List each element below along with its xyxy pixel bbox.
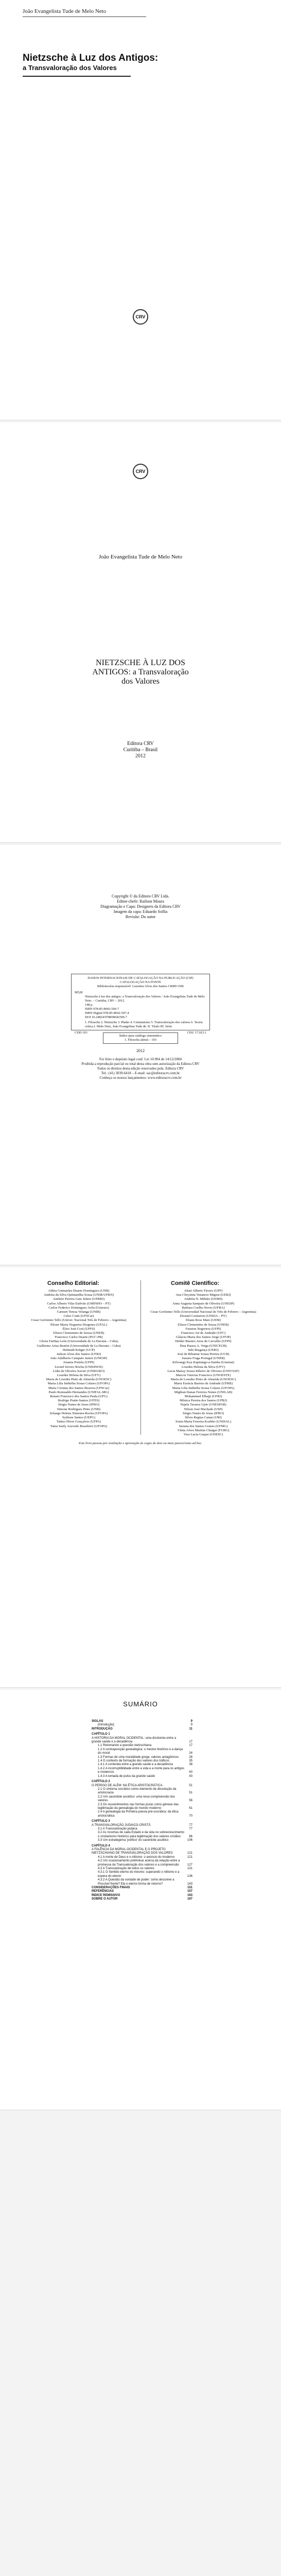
toc-entry-title: 4.3.1 O Sentido eterno do mesmo: superando o niilismo e a espera do eterno [98, 1871, 180, 1878]
board-member: Renato Francisco dos Santos Paula (UFG) [50, 1395, 108, 1399]
cip-header-1: DADOS INTERNACIONAIS DE CATALOGAÇÃO NA PUBLICAÇÃO (CIP) [87, 976, 194, 980]
board-divider [140, 1280, 141, 1435]
board-member: Ilma Passos A. Veiga (UNICEUB) [180, 1344, 227, 1348]
scientific-committee-list [145, 1289, 261, 1437]
board-member: Silvia Regina Canan (URI) [185, 1416, 222, 1420]
toc-entry-page: 9 [190, 1723, 192, 1727]
toc-entry-page: 131 [187, 1867, 192, 1871]
toc-entry-page: 28 [189, 1755, 192, 1759]
crv-logo-icon: CRV [133, 464, 148, 479]
board-member: Solange Helena Ximenes-Rocha (UFOPA) [49, 1411, 108, 1415]
copyright-line: Copyright © da Editora CRV Ltda. [112, 894, 169, 899]
toc-entry[interactable] [92, 1748, 192, 1756]
toc-entry-title: SOBRE O AUTOR [92, 1897, 118, 1901]
board-member: Sérgio Nunes de Jesus (IFRO) [182, 1411, 224, 1415]
board-member: Gláucia Maria dos Santos Jorge (UFOP) [175, 1335, 231, 1340]
board-member: Simone Rodrigues Pinto (UNB) [57, 1407, 101, 1411]
toc-entry[interactable] [92, 1824, 192, 1827]
board-member: Maria Eurácia Barreto de Andrade (UFRB) [173, 1382, 233, 1386]
legal-line: Tel.: (41) 3039-6418 – E-mail: sac@editoracrv.com.br [101, 1071, 180, 1075]
board-member: Lourdes Helena da Silva (UFV) [57, 1374, 101, 1378]
toc-entry[interactable] [92, 1848, 192, 1856]
board-member: Maria de Lourdes Pinto de Almeida (UNOESC) [46, 1378, 112, 1382]
toc-entry-page: 51 [189, 1791, 192, 1795]
board-member: Maria Lília Imbiriba Sousa Colares (UFOPA) [47, 1382, 110, 1386]
toc-entry-page: 121 [187, 1852, 192, 1855]
cover-title: Nietzsche à Luz dos Antigos: [23, 53, 159, 63]
toc-entry-title: 4.3.2 A Questão da vontade de poder: como descreve a Possível frente? Ela o eterno forma de retorno? [98, 1878, 174, 1886]
summary-title: SUMÁRIO [123, 1700, 158, 1708]
toc-entry-title: SIGLAS [92, 1720, 103, 1723]
toc-entry[interactable] [92, 1897, 192, 1901]
board-member: Carlos Alberto Vilar Estêvão (UMINHO – PT) [47, 1301, 111, 1306]
toc-entry[interactable] [92, 1890, 192, 1893]
toc-entry-title: CONSIDERAÇÕES FINAIS [92, 1886, 130, 1890]
board-member: Ana Chrystina Venancio Mignot (UERJ) [175, 1293, 231, 1297]
toc-entry-page: 86 [189, 1835, 192, 1838]
board-member: Helder Buenos Aires de Carvalho (UFPI) [175, 1340, 232, 1344]
board-member: Francisco Ari de Andrade (UFC) [181, 1331, 226, 1335]
legal-line: Conheça os nossos lançamentos: www.editoracrv.com.br [99, 1076, 182, 1080]
toc-entry-page: 163 [187, 1893, 192, 1897]
toc-entry-title: 4.3 A Transvaloração de todos os valores [98, 1867, 154, 1871]
toc-entry-title: 2.3 Os ressentimentos nas formas puras como gênese das legitimação da genealogia do mundo moderno [98, 1803, 179, 1810]
toc-entry[interactable] [92, 1820, 192, 1823]
board-member: Andréia da Silva Quintanilha Sousa (UNIR/UFRN) [43, 1293, 114, 1297]
board-member: Altair Alberto Fávero (UPF) [184, 1289, 223, 1293]
toc-entry-title: 1.1 Retomando a questão nietzschiana [98, 1744, 152, 1748]
toc-entry-title: 1.4.1 A contenda entre a grande saúde e a decadência [98, 1763, 173, 1767]
toc-entry-title: [Introdução] [98, 1723, 114, 1727]
toc-entry[interactable] [92, 1894, 192, 1897]
toc-entry-page: 38 [189, 1763, 192, 1767]
cip-doi: DOI 10.24824/978858042506.7 [85, 1015, 127, 1019]
toc-entry[interactable] [92, 1810, 192, 1818]
scientific-committee-title: Comitê Científico: [171, 1280, 220, 1286]
title-page-title-line1: NIETZSCHE À LUZ DOS [96, 658, 185, 667]
toc-entry-title: 1.4.3 A tomada de pulso da grande saúde [98, 1774, 155, 1778]
cip-box [71, 974, 210, 1035]
cip-cdd: CDD 193 [75, 1031, 87, 1035]
index-entry: 1. Filosofia alemã – 193 [125, 1038, 156, 1042]
toc-entry-page: 121 [187, 1855, 192, 1859]
board-member: Cesar Gerónimo Tello (Univer. Nacional Três de Febrero – Argentina) [31, 1318, 127, 1323]
table-of-contents [92, 1720, 192, 1902]
toc-entry-page: 106 [187, 1839, 192, 1842]
toc-entry-title: A TRANSVALORAÇÃO JUDAICO-CRISTÃ [92, 1823, 151, 1827]
board-member: Anna Augusta Sampaio de Oliveira (UNESP) [172, 1301, 235, 1306]
toc-entry-page: 77 [189, 1823, 192, 1827]
toc-entry[interactable] [92, 1878, 192, 1886]
board-member: Fauston Negreiros (UFPI) [185, 1327, 221, 1331]
board-member: Carmen Tereza Velanga (UNIR) [57, 1310, 101, 1314]
board-member: Míghian Danae Ferreira Nunes (UNILAB) [174, 1390, 233, 1394]
toc-entry[interactable] [92, 1723, 192, 1727]
editorial-board-list [21, 1289, 137, 1429]
board-member: Sérgio Nunes de Jesus (IFRO) [58, 1403, 100, 1407]
cip-subjects: 1. Filosofia 2. Nietzsche 3. Platão 4. Cristianismo 5. Transvaloração dos valores 6. Teoria crítica I. Melo Neto, João Evangelista Tude de. II. Título III. Série [85, 1021, 203, 1028]
title-page [0, 422, 281, 843]
cover-page [0, 0, 281, 420]
board-member: Elione Maria Nogueira Diogenes (UFAL) [50, 1323, 108, 1327]
toc-entry-title: O PERIGO DE ALÉM: NA ÉTICA ARISTOCRÁTICA [92, 1784, 163, 1787]
cip-cdu: CDU 17.023.1 [187, 1031, 206, 1035]
board-member: Suzana dos Santos Gomes (UFMG) [179, 1424, 228, 1428]
toc-entry[interactable] [92, 1871, 192, 1878]
toc-entry[interactable] [92, 1720, 192, 1723]
title-page-author: João Evangelista Tude de Melo Neto [98, 554, 183, 560]
editor-line: Editor-chefe: Railson Moura [117, 899, 164, 904]
cip-isbn: ISBN 978-85-8042-506-7 [85, 1007, 119, 1011]
publisher-city: Curitiba – Brasil [123, 747, 158, 753]
toc-entry-page: 51 [189, 1784, 192, 1787]
toc-entry-title: 2.1 O sintoma socrático como elemento de dissolução da aristocracia [98, 1787, 177, 1795]
toc-entry-page: 136 [187, 1874, 192, 1878]
toc-entry-title: INTRODUÇÃO [92, 1727, 113, 1731]
board-member: Josania Portela (UFPI) [63, 1361, 95, 1365]
cip-ref: M528 [75, 991, 83, 994]
toc-entry-title: ÍNDICE REMISSIVO [92, 1893, 120, 1897]
cover-subtitle: a Transvaloração dos Valores [23, 64, 117, 72]
cip-header-2: CATALOGAÇÃO NA FONTE [119, 980, 162, 984]
board-member: Eliane Rose Maio (UEM) [186, 1318, 221, 1323]
index-header: Índice para catálogo sistemático [119, 1034, 162, 1038]
toc-entry-page: 167 [187, 1897, 192, 1901]
board-member: Mônica Pereira dos Santos (UFRJ) [180, 1399, 227, 1403]
board-member: Nilson José Machado (USP) [184, 1407, 223, 1411]
cover-bar [23, 76, 131, 77]
toc-entry-title: 2.2 Um sacerdote ascético: uma nova compreensão dos valores [98, 1795, 175, 1803]
toc-entry[interactable] [92, 1856, 192, 1859]
legal-line: Proibida a reprodução parcial ou total desta obra sem autorização da Editora CRV [81, 1062, 200, 1066]
toc-entry[interactable] [92, 1737, 192, 1744]
board-member: Vera Lucia Gaspar (UDESC) [183, 1432, 223, 1436]
toc-entry[interactable] [92, 1775, 192, 1778]
toc-entry-title: CAPÍTULO 2 [92, 1780, 110, 1784]
board-member: Aldira Guimarães Duarte Domínguez (UNB) [48, 1289, 110, 1293]
toc-entry[interactable] [92, 1756, 192, 1759]
board-member: Celso Conti (UFSCar) [63, 1314, 94, 1318]
toc-entry[interactable] [92, 1803, 192, 1811]
copyright-page [0, 845, 281, 1265]
board-member: Gloria Fariñas León (Universidade de La Havana – Cuba) [39, 1340, 118, 1344]
board-member: Maria de Lourdes Pinto de Almeida (UNOESC) [170, 1378, 236, 1382]
publisher-name: Editora CRV [127, 741, 154, 747]
toc-entry[interactable] [92, 1867, 192, 1871]
board-member: Guillermo Arias Beatón (Universidade de La Havana – Cuba) [37, 1344, 121, 1348]
summary-page [0, 1690, 281, 2110]
board-member: José de Ribamar Sousa Pereira (UCB) [177, 1352, 230, 1357]
toc-entry[interactable] [92, 1795, 192, 1803]
board-member: Cesar Gerónimo Tello (Universidad Nacional de Três de Febrero – Argentina) [150, 1310, 256, 1314]
toc-entry-title: 3.2 As ricochas de cada Estado e da vida no sobrecrescimento: o cristianismo histórico para legitimação dos valores cristãos [98, 1831, 185, 1838]
toc-entry-page: 77 [189, 1827, 192, 1831]
legal-line: Foi feito o depósito legal conf. Lei 10.994 de 14/12/2004 [99, 1057, 182, 1061]
board-member: Helmuth Krüger (UCP) [62, 1348, 95, 1352]
toc-entry[interactable] [92, 1859, 192, 1867]
toc-entry-page: 17 [189, 1740, 192, 1744]
layout-line: Diagramação e Capa: Designers da Editora CRV [100, 904, 181, 909]
legal-notes [0, 1057, 281, 1080]
cip-isbn-digital: ISBN Digital 978-85-8042-507-4 [85, 1011, 129, 1015]
cover-author: João Evangelista Tude de Melo Neto [23, 8, 107, 14]
toc-entry-page: 61 [189, 1806, 192, 1810]
board-member: Jussara Fraga Portugal (UNEB) [182, 1357, 225, 1361]
cover-rule [23, 16, 146, 17]
board-member: Elizeu Clementino de Souza (UNEB) [53, 1331, 104, 1335]
toc-entry-page: 17 [189, 1744, 192, 1748]
toc-entry-title: 4.1 A morte de Deus e o niilismo: o anúncio do moderno [98, 1855, 175, 1859]
board-member: Leonel Severo Rocha (UNISINOS) [55, 1365, 103, 1369]
toc-entry-page: 40 [189, 1771, 192, 1774]
board-member: Vânia Alves Martins Chaigar (FURG) [177, 1428, 230, 1432]
board-member: Elizeu Clementino de Souza (UNEB) [178, 1323, 229, 1327]
board-footer: Este livro passou por avaliação e aprovação às cegas de dois ou mais pareceristas ad hoc. [79, 1442, 202, 1445]
board-member: Lourdes Helena da Silva (UFV) [181, 1365, 225, 1369]
toc-entry[interactable] [92, 1831, 192, 1839]
toc-entry-page: 24 [189, 1752, 192, 1755]
board-member: Lucia Marisy Souza Ribeiro de Oliveira (UNIVASF) [167, 1369, 239, 1373]
toc-entry-title: 3.1 A Transvaloração judaica [98, 1827, 137, 1831]
toc-entry-page: 11 [189, 1727, 192, 1731]
toc-entry-page: 143 [187, 1882, 192, 1886]
board-member: Andréia N. Militão (UEMS) [184, 1297, 223, 1301]
board-member: Maria Cristina dos Santos Bezerra (UFSCar) [48, 1386, 110, 1390]
index-box [103, 1032, 178, 1044]
board-member: Kilwangy Kya Kapitango-a-Samba (Unemat) [172, 1361, 234, 1365]
toc-entry[interactable] [92, 1827, 192, 1831]
cip-entry: Nietzsche à luz dos antigos: a Transvaloração dos Valores / João Evangelista Tude de Melo Neto. – Curitiba, CRV – 2012. [85, 995, 205, 1003]
toc-entry-page: 43 [189, 1774, 192, 1778]
toc-entry[interactable] [92, 1759, 192, 1763]
copyright-credits [0, 894, 281, 920]
board-member: Sydione Santos (UEPG) [62, 1416, 96, 1420]
toc-entry[interactable] [92, 1744, 192, 1748]
cover-image-line: Imagem da capa: Eduardo Sollia [113, 909, 168, 914]
board-member: Tadeu Oliver Gonçalves (UFPA) [56, 1420, 101, 1424]
toc-entry-title: 3.3 Um estrategema 'político' do sacerdote ascético [98, 1839, 169, 1842]
board-member: Francisco Carlos Duarte (PUC-PR) [55, 1335, 103, 1340]
toc-entry[interactable] [92, 1844, 192, 1848]
board-member: Najela Tavares Ujiie (UNESPAR) [180, 1403, 226, 1407]
toc-entry[interactable] [92, 1788, 192, 1795]
board-member: Rodrigo Pratte-Santos (UFES) [58, 1399, 100, 1403]
toc-entry-title: CAPÍTULO 3 [92, 1820, 110, 1823]
toc-entry-page: 35 [189, 1759, 192, 1763]
cip-pages: 148 p. [85, 1003, 93, 1007]
revision-line: Revisão: Do autor [125, 914, 156, 919]
toc-entry-title: CAPÍTULO 4 [92, 1844, 110, 1848]
cip-header-3: Bibliotecária responsável: Luzenira Alves dos Santos CRB9/1506 [97, 985, 184, 988]
toc-entry[interactable] [92, 1727, 192, 1731]
toc-entry[interactable] [92, 1763, 192, 1767]
toc-entry-title: 4.2 Um ocasionamento preliminar acerca da relação entre a promessa da Transvaloração dos valores e a compreensão [98, 1859, 180, 1867]
crv-logo-icon: CRV [133, 309, 148, 325]
toc-entry-title: 2.4 A genealogia da Primeira poesia pré-socrática: da ética aristocrática [98, 1810, 179, 1818]
toc-entry-title: 1.2 A contraposição genealógica: o mestre histórico e a dança do moral [98, 1748, 183, 1755]
board-member: Diosnel Centurion (UNIDA – PY) [180, 1314, 227, 1318]
board-page [0, 1267, 281, 1688]
toc-entry-title: 1.3 Formas de uma moralidade grega: valores antagônicos [98, 1755, 179, 1759]
board-member: João Adalberto Campato Junior (UNESP) [50, 1357, 108, 1361]
board-member: Sonia Maria Ferreira Koehler (UNISAL) [175, 1420, 232, 1424]
toc-entry[interactable] [92, 1839, 192, 1842]
toc-entry-page: 127 [187, 1863, 192, 1867]
toc-entry-title: 1.4 O contexto da formação dos valores dos tráficos [98, 1759, 169, 1763]
board-member: Antônio Pereira Gaio Júnior (UFRRJ) [52, 1297, 105, 1301]
board-member: Barbara Coelho Neves (UFBA) [182, 1306, 225, 1310]
board-member: Carlos Federico Dominguez Avila (Unieuro) [48, 1306, 109, 1310]
board-member: Jailson Alves dos Santos (UFRJ) [56, 1352, 101, 1357]
toc-entry[interactable] [92, 1784, 192, 1788]
publisher-year: 2012 [135, 753, 146, 759]
toc-entry[interactable] [92, 1780, 192, 1784]
toc-entry-page: 56 [189, 1799, 192, 1803]
board-member: Mohammed Elhajji (UFRJ) [184, 1395, 222, 1399]
board-member: Élsio José Corá (UFFS) [62, 1327, 95, 1331]
board-member: Maria Lília Imbiriba Sousa Colares (UFOPA) [172, 1386, 235, 1390]
toc-entry-page: 151 [187, 1886, 192, 1890]
toc-entry[interactable] [92, 1733, 192, 1736]
toc-entry-title: REFERÊNCIAS [92, 1890, 114, 1893]
editorial-board-title: Conselho Editorial: [47, 1280, 99, 1286]
board-member: Marcos Vinicius Francisco (UNOESTE) [175, 1374, 231, 1378]
board-member: Lídia de Oliveira Xavier (UNIEURO) [52, 1369, 105, 1373]
toc-entry-page: 157 [187, 1890, 192, 1893]
title-page-title-line3: dos Valores [121, 677, 160, 686]
toc-entry[interactable] [92, 1767, 192, 1775]
board-member: Paulo Romualdo Hernandes (UNIFAL-MG) [48, 1390, 109, 1394]
toc-entry-page: 9 [190, 1720, 192, 1723]
toc-entry-title: A FALÊNCIA DA MORAL OCIDENTAL E O PROJETO NIETZSCHIANO DE TRANSVALORAÇÃO DOS VALORES [92, 1848, 173, 1855]
title-page-title-line2: ANTIGOS: a Transvaloração [92, 668, 189, 676]
board-member: Tania Suely Azevedo Brasileiro (UFOPA) [50, 1424, 108, 1428]
legal-line: Todos os direitos desta edição reservados pela: Editora CRV [97, 1066, 184, 1071]
board-member: Inês Bragança (UERJ) [188, 1348, 219, 1352]
toc-entry-title: CAPÍTULO 1 [92, 1733, 110, 1736]
toc-entry-title: A HISTÓRIA DA MORAL OCIDENTAL: uma dicotomia entre a grande saúde e a decadência [92, 1736, 177, 1744]
toc-entry-page: 70 [189, 1814, 192, 1818]
toc-entry-title: 1.4.2 A incorruptibilidade entre a vida e a morte para os antigos e modernos [98, 1767, 185, 1774]
copyright-year: 2012 [136, 1048, 145, 1053]
